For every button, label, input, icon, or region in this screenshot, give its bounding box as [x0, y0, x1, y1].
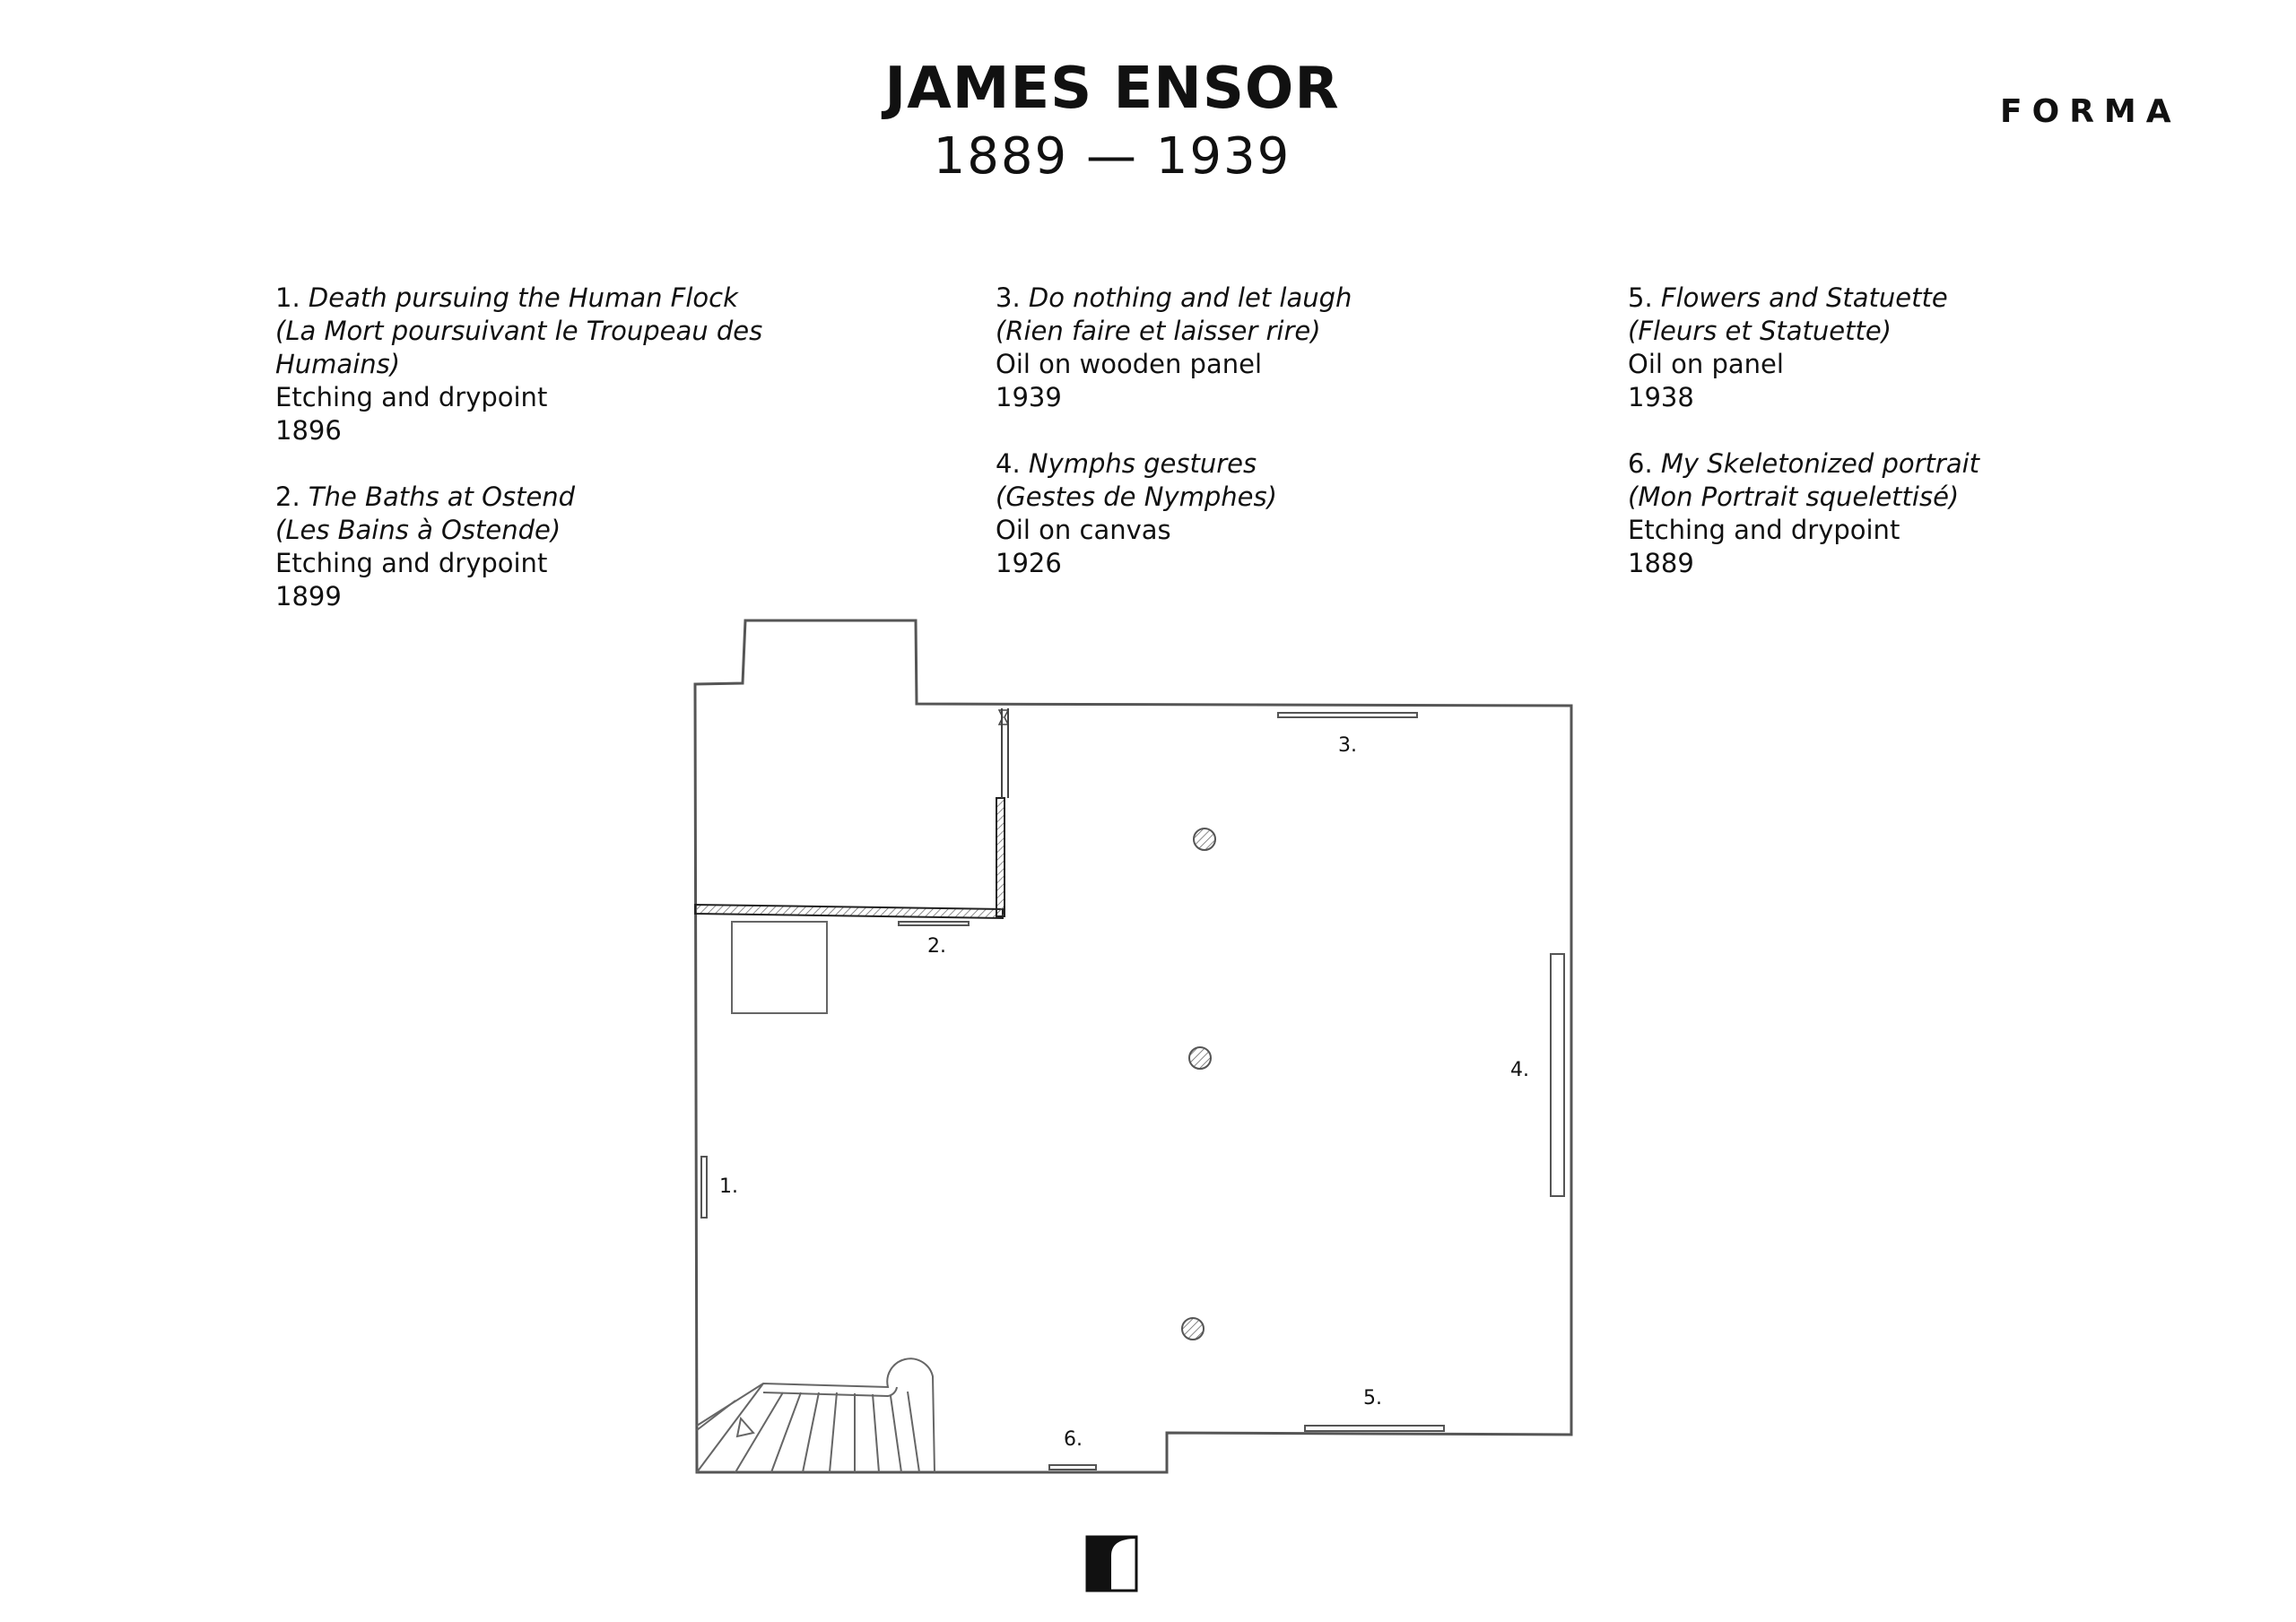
- artwork-panel-1: [701, 1157, 707, 1218]
- square-fixture: [732, 922, 827, 1013]
- artwork-original-title: (Mon Portrait squelettisé): [1628, 481, 1960, 512]
- artwork-year: 1938: [1628, 382, 1694, 412]
- artwork-year: 1939: [996, 382, 1062, 412]
- artwork-medium: Oil on panel: [1628, 349, 1784, 379]
- door-hinge-mark: [999, 710, 1008, 724]
- artwork-title: My Skeletonized portrait: [1660, 448, 1980, 479]
- artwork-title: The Baths at Ostend: [308, 481, 576, 512]
- artwork-number: 4.: [996, 448, 1021, 479]
- artwork-title: Nymphs gestures: [1028, 448, 1257, 479]
- interior-partition-vertical: [996, 798, 1004, 916]
- exhibition-title: JAMES ENSOR: [884, 56, 1340, 122]
- artwork-medium: Etching and drypoint: [275, 382, 548, 412]
- interior-partition-wall: [695, 905, 1003, 918]
- artwork-panel-4: [1551, 954, 1564, 1196]
- artwork-original-title: (La Mort poursuivant le Troupeau des Humains): [275, 316, 763, 379]
- artwork-title: Death pursuing the Human Flock: [308, 282, 738, 313]
- artwork-panel-2: [899, 922, 969, 925]
- artwork-title: Do nothing and let laugh: [1028, 282, 1352, 313]
- artwork-number: 2.: [275, 481, 300, 512]
- artwork-number: 5.: [1628, 282, 1653, 313]
- artwork-number: 1.: [275, 282, 300, 313]
- artwork-original-title: (Les Bains à Ostende): [275, 515, 561, 545]
- artwork-medium: Oil on canvas: [996, 515, 1171, 545]
- plan-label-6: 6.: [1064, 1428, 1083, 1451]
- plan-label-5: 5.: [1363, 1387, 1382, 1409]
- artwork-original-title: (Gestes de Nymphes): [996, 481, 1277, 512]
- plan-label-2: 2.: [927, 935, 946, 958]
- artwork-panel-6: [1049, 1465, 1096, 1470]
- artwork-medium: Oil on wooden panel: [996, 349, 1263, 379]
- staircase: [697, 1358, 935, 1472]
- artwork-year: 1889: [1628, 548, 1694, 578]
- outer-walls: [695, 620, 1571, 1472]
- artwork-medium: Etching and drypoint: [275, 548, 548, 578]
- artwork-original-title: (Rien faire et laisser rire): [996, 316, 1321, 346]
- column: [1189, 1047, 1211, 1069]
- plan-label-4: 4.: [1510, 1059, 1529, 1081]
- artwork-year: 1926: [996, 548, 1062, 578]
- artwork-panel-5: [1305, 1426, 1444, 1431]
- artwork-original-title: (Fleurs et Statuette): [1628, 316, 1892, 346]
- column: [1182, 1318, 1204, 1340]
- artwork-title: Flowers and Statuette: [1660, 282, 1948, 313]
- plan-label-3: 3.: [1338, 734, 1357, 757]
- exhibition-years: 1889 — 1939: [933, 127, 1292, 186]
- brand-logo-text: FORMA: [2000, 93, 2181, 130]
- artwork-year: 1899: [275, 581, 342, 612]
- artwork-number: 3.: [996, 282, 1021, 313]
- artwork-panel-3: [1278, 713, 1417, 717]
- plan-label-1: 1.: [719, 1175, 738, 1198]
- stair-arrow-icon: [737, 1418, 753, 1436]
- artwork-year: 1896: [275, 415, 342, 446]
- artwork-number: 6.: [1628, 448, 1653, 479]
- artwork-medium: Etching and drypoint: [1628, 515, 1900, 545]
- column: [1194, 828, 1215, 850]
- logo-mark-icon: [1087, 1537, 1136, 1591]
